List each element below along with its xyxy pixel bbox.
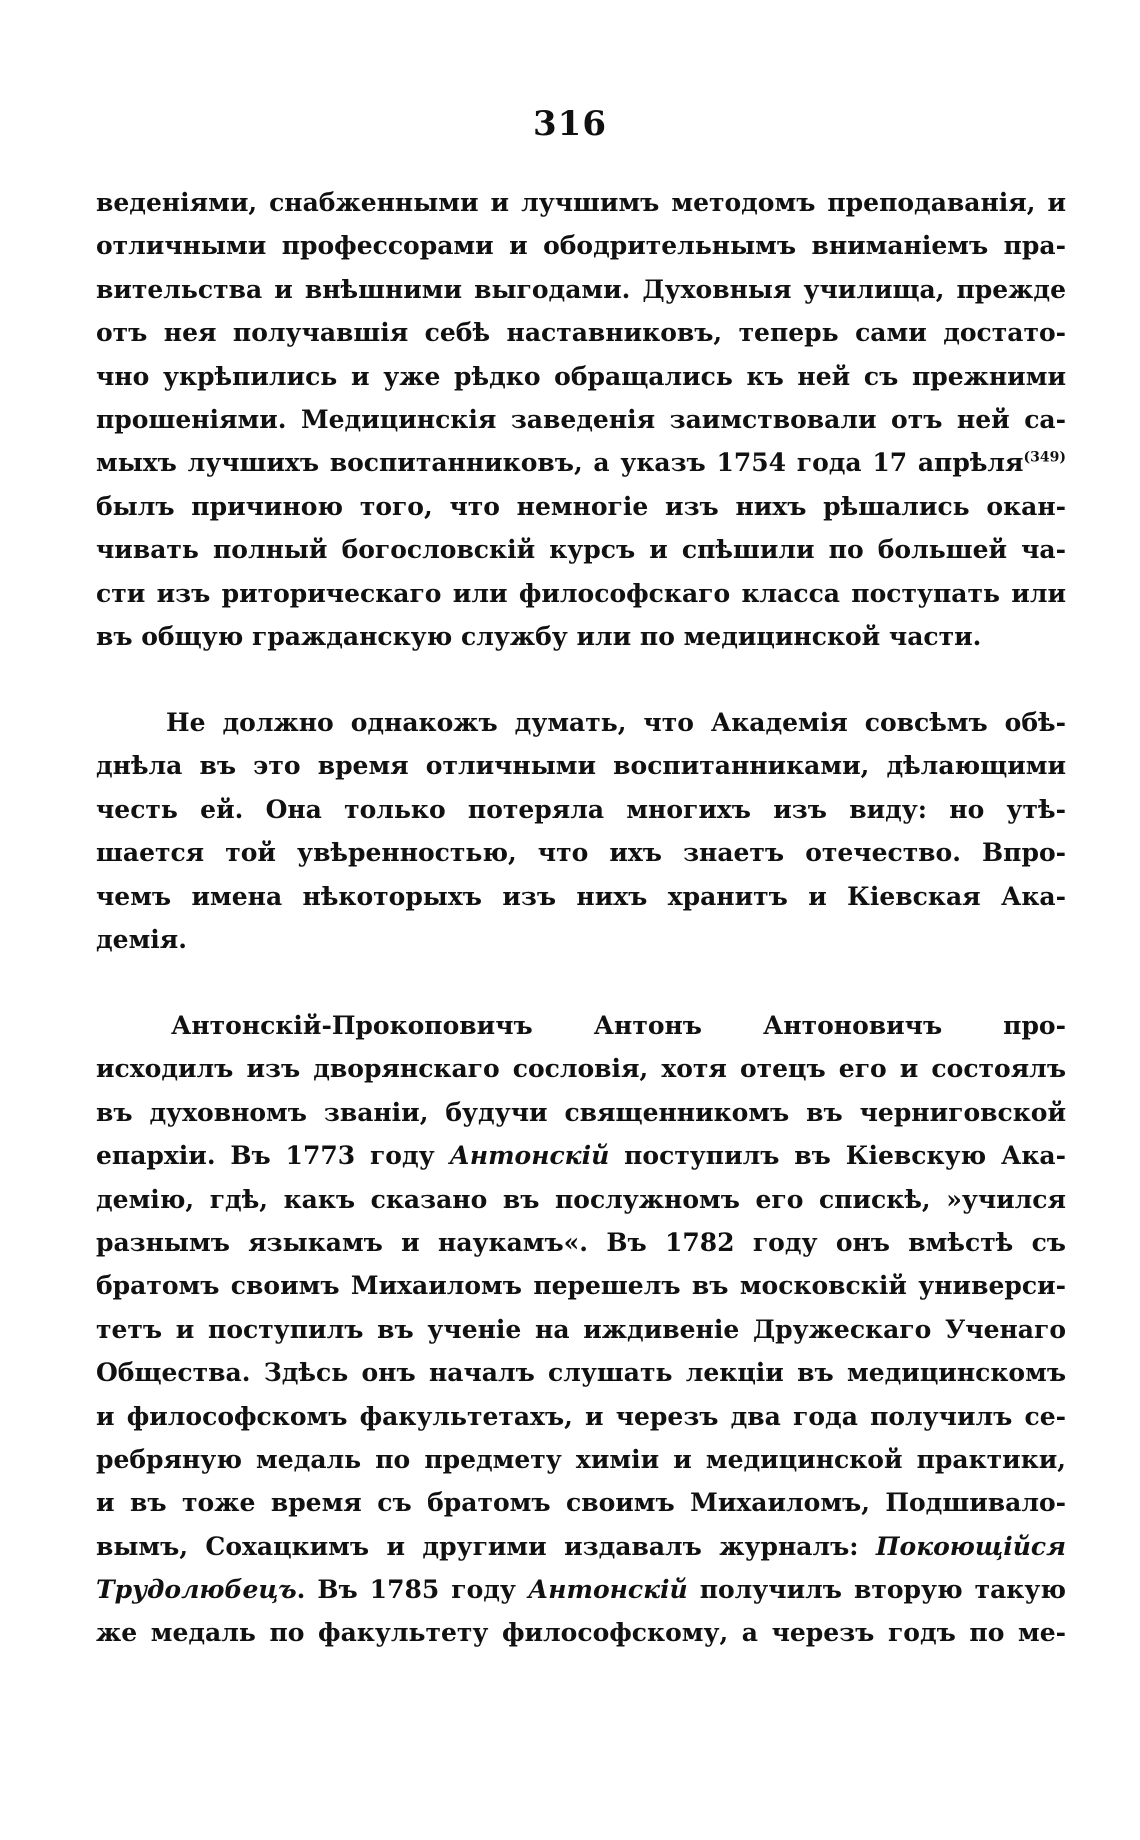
text-line: былъ причиною того, что немногіе изъ нихъ рѣшались окан- [96,491,1066,521]
text-span: про- [942,1011,1066,1040]
text-span: получилъ вторую такую [687,1575,1066,1605]
text-line-with-footnote [96,441,1066,484]
paragraph-2 [96,701,1066,961]
italic-journal-title: Трудолюбецъ [96,1575,297,1605]
text-line: и философскомъ факультетахъ, и черезъ два года получилъ се- [96,1401,1066,1431]
paragraph-3 [96,1004,1066,1655]
text-line: чно укрѣпились и уже рѣдко обращались къ ней съ прежними [96,361,1066,391]
footnote-reference: (349) [1023,450,1066,467]
text-span: поступилъ въ Кіевскую Ака- [609,1141,1066,1171]
italic-name: Антонскій [527,1575,688,1605]
text-line [96,1525,1066,1568]
paragraph-1 [96,181,1066,658]
text-line: исходилъ изъ дворянскаго сословія, хотя отецъ его и состоялъ [96,1054,1066,1084]
text-span: вымъ, Сохацкимъ и другими издавалъ журналъ: [96,1531,859,1561]
text-line: ребряную медаль по предмету химіи и медицинской практики, [96,1444,1066,1474]
text-line: сти изъ риторическаго или философскаго класса поступать или [96,578,1066,608]
text-span: . Въ 1785 году [296,1575,516,1605]
text-line: Не должно однакожъ думать, что Академія совсѣмъ обѣ- [166,708,1066,737]
biography-name-heading: Антонскій-Прокоповичъ Антонъ Антоновичъ [171,1011,943,1040]
text-line: шается той увѣренностью, что ихъ знаетъ отечество. Впро- [96,838,1066,868]
text-line [96,1568,1066,1611]
text-line: чивать полный богословскій курсъ и спѣшили по большей ча- [96,535,1066,565]
text-line: веденіями, снабженными и лучшимъ методомъ преподаванія, и [96,188,1066,217]
text-line: отличными профессорами и ободрительнымъ вниманіемъ пра- [96,231,1066,261]
page-number: 316 [533,104,607,144]
text-line: же медаль по факультету философскому, а черезъ годъ по ме- [96,1618,1066,1648]
text-line: демія. [96,924,187,954]
text-line: отъ нея получавшія себѣ наставниковъ, теперь сами достато- [96,318,1066,348]
text-span: епархіи. Въ 1773 году [96,1141,435,1171]
text-line: честь ей. Она только потеряла многихъ изъ виду: но утѣ- [96,794,1066,824]
text-line: прошеніями. Медицинскія заведенія заимствовали отъ ней са- [96,404,1066,434]
text-line: чемъ имена нѣкоторыхъ изъ нихъ хранитъ и Кіевская Ака- [96,881,1066,911]
text-line: тетъ и поступилъ въ ученіе на иждивеніе Дружескаго Ученаго [96,1314,1066,1344]
text-line [96,1134,1066,1177]
text-line-heading [96,1004,1066,1047]
text-line: вительства и внѣшними выгодами. Духовныя училища, прежде [96,274,1066,304]
text-line: демію, гдѣ, какъ сказано въ послужномъ его спискѣ, »учился [96,1184,1066,1214]
text-line: разнымъ языкамъ и наукамъ«. Въ 1782 году онъ вмѣстѣ съ [96,1227,1066,1257]
italic-journal-title: Покоющійся [875,1531,1066,1561]
text-line: въ общую гражданскую службу или по медицинской части. [96,621,982,651]
italic-name: Антонскій [449,1141,610,1171]
text-line: братомъ своимъ Михаиломъ перешелъ въ московскій универси- [96,1271,1066,1301]
text-line: въ духовномъ званіи, будучи священникомъ въ черниговской [96,1097,1066,1127]
text-line: Общества. Здѣсь онъ началъ слушать лекціи въ медицинскомъ [96,1358,1066,1388]
text-line: и въ тоже время съ братомъ своимъ Михаиломъ, Подшивало- [96,1488,1066,1518]
text-line: днѣла въ это время отличными воспитанниками, дѣлающими [96,751,1066,781]
text-span: мыхъ лучшихъ воспитанниковъ, а указъ 1754 года 17 апрѣля [96,448,1024,478]
